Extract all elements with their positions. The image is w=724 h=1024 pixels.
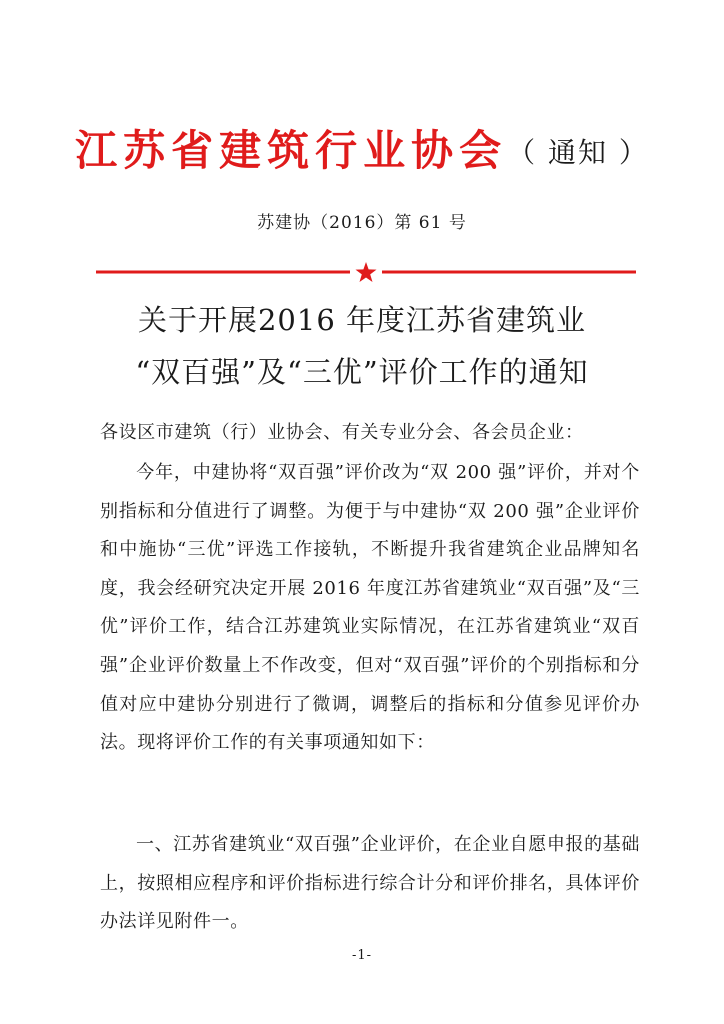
paragraph-text: 今年，中建协将“双百强”评价改为“双 200 强”评价，并对个别指标和分值进行了调整。为便于与中建协“双 200 强”企业评价和中施协“三优”评选工作接轨，不断提升我省建筑企业品牌知名度，我会经研究决定开展 2016 年度江苏省建筑业“双百强”及“三优”评价工作，结合江苏建筑业实际情况，在江苏省建筑业“双百强”企业评价数量上不作改变，但对“双百强”评价的个别指标和分值对应中建协分别进行了微调，调整后的指标和分值参见评价办法。现将评价工作的有关事项通知如下： [100,462,640,754]
paragraph [100,454,640,763]
title-line-1: 关于开展2016 年度江苏省建筑业 [137,303,587,337]
star-icon [356,262,377,282]
red-divider [96,262,636,284]
divider-line-right [382,271,636,274]
red-divider-graphic [96,262,636,284]
masthead-document-type: （ 通知 ） [507,136,649,169]
title-line-2: “双百强”及“三优”评价工作的通知 [135,355,589,389]
masthead-organization: 江苏省建筑行业协会 [75,126,508,175]
paragraph [100,826,640,942]
masthead [0,118,724,178]
paragraph-text: 一、江苏省建筑业“双百强”企业评价，在企业自愿申报的基础上，按照相应程序和评价指标进行综合计分和评价排名，具体评价办法详见附件一。 [100,834,640,933]
document-number: 苏建协（2016）第 61 号 [257,213,467,233]
divider-line-left [96,271,350,274]
page-number: -1- [351,948,373,963]
salutation: 各设区市建筑（行）业协会、有关专业分会、各会员企业： [100,422,584,443]
